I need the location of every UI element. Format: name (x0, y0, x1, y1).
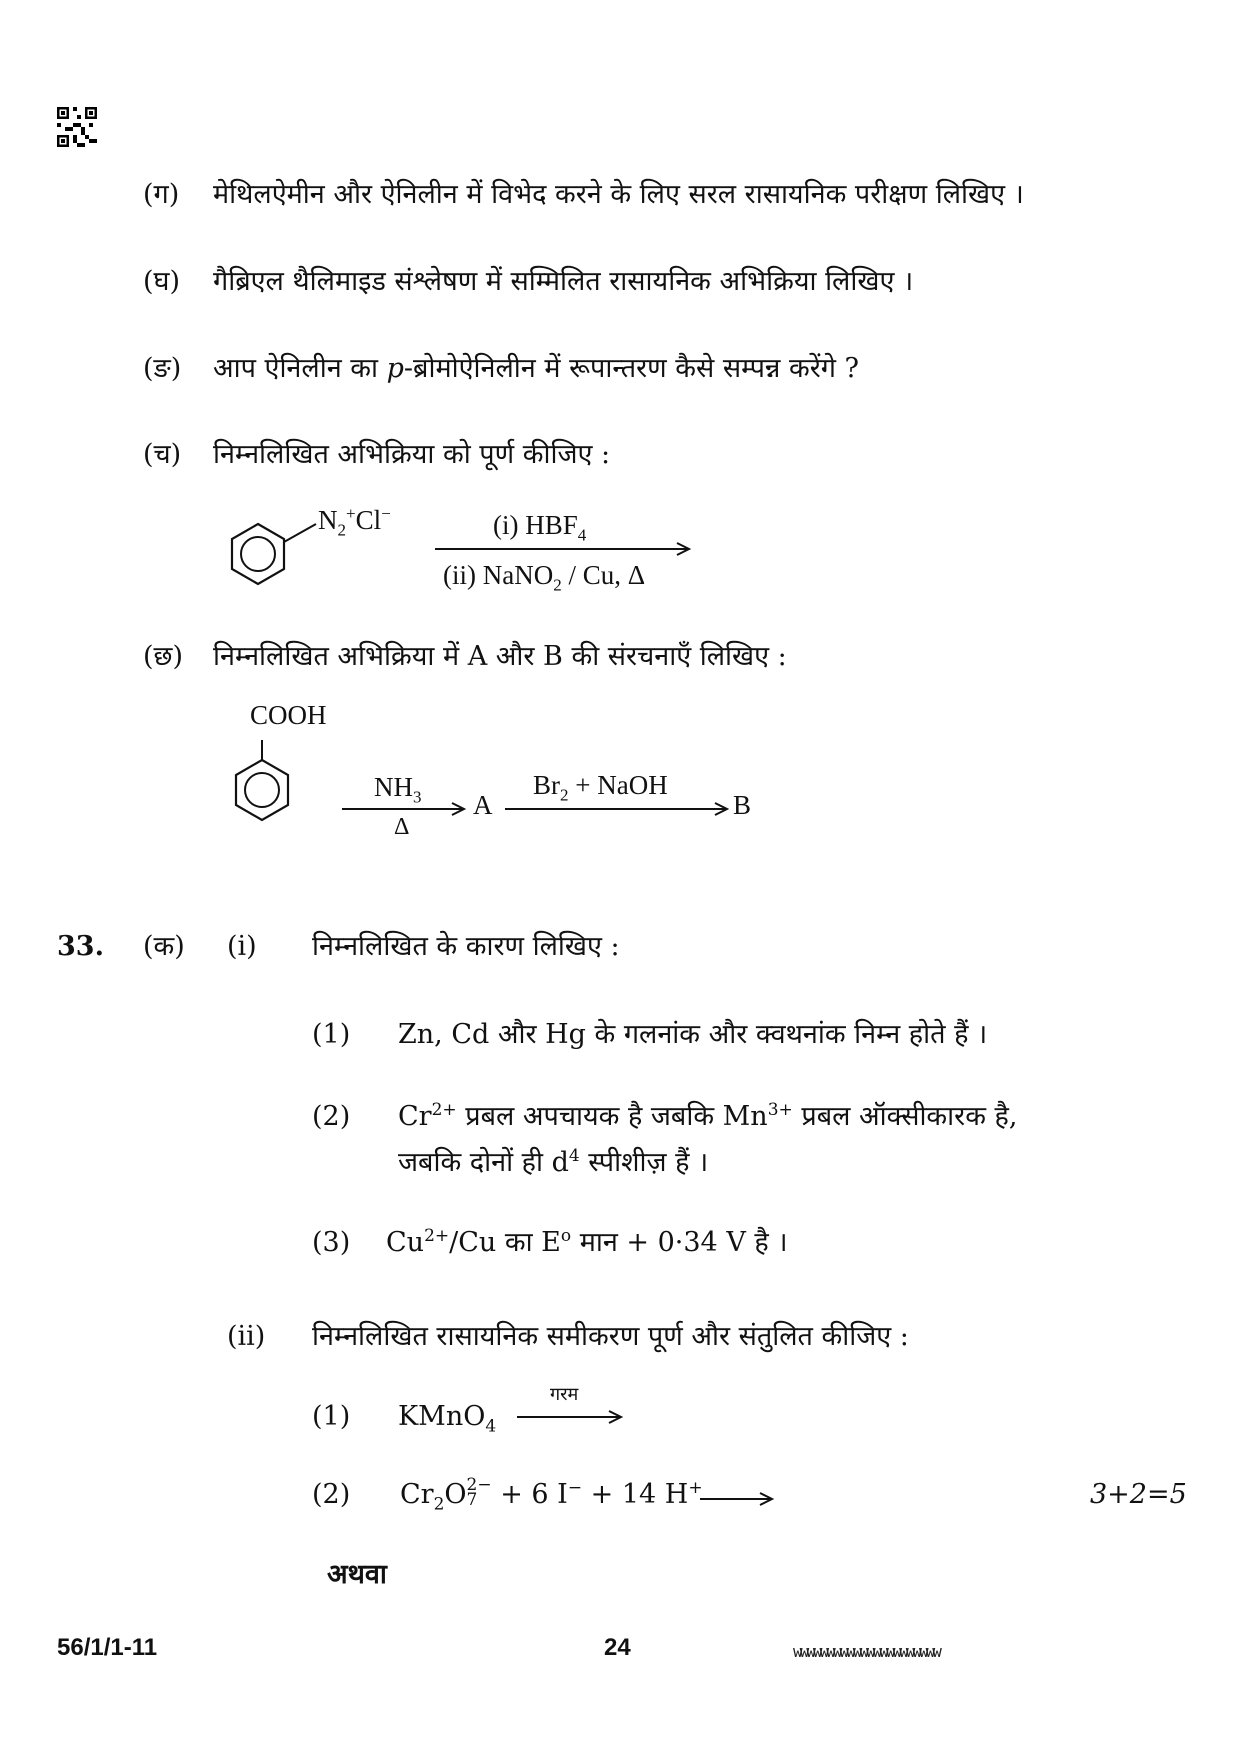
reason-label-1: (1) (312, 1019, 351, 1050)
item-label-cha: (च) (143, 439, 182, 470)
item-label-gha: (घ) (143, 266, 181, 297)
marks: 3+2=5 (1090, 1479, 1187, 1510)
reaction-arrow (503, 800, 733, 818)
item-text-chha: निम्नलिखित अभिक्रिया में A और B की संरचनाएँ लिखिए : (213, 641, 787, 672)
item-text-nga: आप ऐनिलीन का p-ब्रोमोऐनिलीन में रूपान्तरण कैसे सम्पन्न करेंगे ? (213, 353, 860, 384)
arrow1-reagent-bottom: Δ (394, 814, 410, 840)
item-label-chha: (छ) (143, 641, 183, 672)
item-text-ga: मेथिलऐमीन और ऐनिलीन में विभेद करने के लिए सरल रासायनिक परीक्षण लिखिए । (213, 179, 1024, 210)
reaction-arrow (698, 1490, 778, 1508)
equation-arrow-label: गरम (550, 1384, 579, 1405)
wavy-line: wwwwwwwwwwwwwwwwwwwwww (793, 1642, 939, 1661)
reason-text-2-line2: जबकि दोनों ही $d^4$ स्पीशीज़ हैं । (398, 1146, 709, 1178)
qr-code-icon (57, 107, 97, 151)
benzene-ring-icon (226, 738, 298, 828)
arrow-reagent-top: (i) $HBF_4$ (493, 510, 587, 545)
product-b: B (733, 790, 752, 820)
arrow-reagent-bottom: (ii) NaNO$_2$ / Cu, Δ (443, 560, 646, 595)
reaction-arrow (515, 1408, 627, 1426)
reason-text-3: $Cu^{2+}/Cu$ का $E^o$ मान + 0·34 V है । (386, 1226, 788, 1258)
arrow1-reagent-top: $NH_3$ (374, 772, 422, 807)
cooh-group: COOH (250, 700, 327, 730)
part-label: (क) (143, 931, 185, 962)
item-text-gha: गैब्रिएल थैलिमाइड संश्लेषण में सम्मिलित रासायनिक अभिक्रिया लिखिए । (213, 266, 914, 297)
paper-code: 56/1/1-11 (57, 1634, 158, 1661)
arrow2-reagent-top: $Br_2$ + NaOH (533, 770, 668, 805)
diazonium-salt: $N_2^+Cl^-$ (318, 504, 391, 540)
reaction-arrow (433, 540, 695, 558)
page-number: 24 (604, 1634, 631, 1661)
equation-label-1: (1) (312, 1401, 351, 1432)
product-a: A (473, 790, 493, 820)
reason-text-1: Zn, Cd और Hg के गलनांक और क्वथनांक निम्न होते हैं । (398, 1019, 988, 1050)
question-number: 33. (57, 931, 104, 962)
reason-label-3: (3) (312, 1227, 351, 1258)
reason-label-2: (2) (312, 1101, 351, 1132)
item-label-ga: (ग) (143, 179, 180, 210)
sub-text-ii: निम्नलिखित रासायनिक समीकरण पूर्ण और संतुलित कीजिए : (312, 1321, 909, 1352)
item-text-cha: निम्नलिखित अभिक्रिया को पूर्ण कीजिए : (213, 439, 611, 470)
reason-text-2: $Cr^{2+}$ प्रबल अपचायक है जबकि $Mn^{3+}$ प्रबल ऑक्सीकारक है, (398, 1100, 1018, 1132)
sub-label-i: (i) (227, 931, 257, 962)
equation-text-2: $Cr_2O$ 2− 7 + 6 I− + 14 H+ (400, 1474, 703, 1515)
item-label-nga: (ङ) (143, 353, 182, 384)
sub-text-i: निम्नलिखित के कारण लिखिए : (312, 931, 620, 962)
equation-text-1: KMnO$_4$ (398, 1401, 497, 1437)
sub-label-ii: (ii) (227, 1321, 266, 1352)
equation-label-2: (2) (312, 1479, 351, 1510)
bond-line (282, 520, 322, 550)
or-text: अथवा (327, 1559, 387, 1590)
